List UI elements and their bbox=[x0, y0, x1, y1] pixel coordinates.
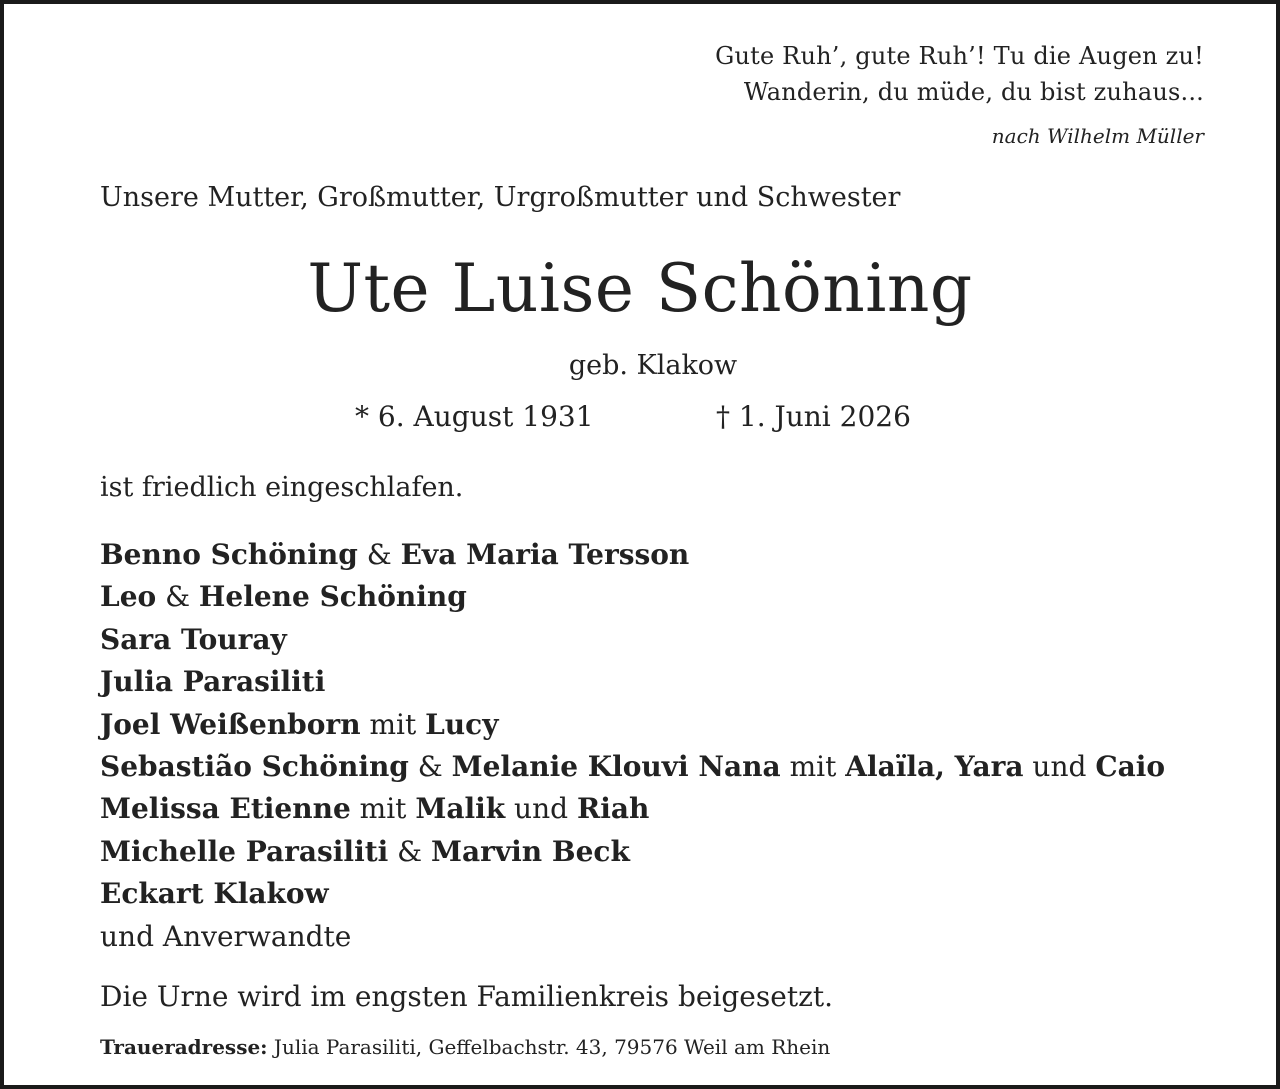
mourner-connector: und bbox=[505, 792, 577, 826]
mourner-name: Eva Maria Tersson bbox=[400, 538, 690, 571]
mourner-connector: & bbox=[388, 834, 432, 868]
mourner-line bbox=[100, 746, 1165, 788]
quote-source: nach Wilhelm Müller bbox=[991, 124, 1204, 148]
passed-text: ist friedlich eingeschlafen. bbox=[100, 472, 464, 503]
mourner-name: Melanie Klouvi Nana bbox=[451, 750, 781, 784]
mourner-connector: und bbox=[1023, 750, 1096, 784]
mourner-name: Sara Touray bbox=[100, 622, 287, 656]
closing-text: Die Urne wird im engsten Familienkreis beigesetzt. bbox=[100, 980, 833, 1013]
mourner-name: Alaïla, Yara bbox=[845, 750, 1024, 784]
mourner-name: Riah bbox=[576, 792, 650, 826]
mourner-line bbox=[100, 534, 1165, 576]
mourner-name: Leo bbox=[100, 580, 157, 614]
mourner-name: Michelle Parasiliti bbox=[100, 834, 389, 868]
mourner-connector: & bbox=[156, 580, 199, 614]
address-label: Traueradresse: bbox=[100, 1035, 268, 1059]
maiden-name: geb. Klakow bbox=[568, 350, 738, 381]
mourner-line bbox=[100, 873, 1165, 915]
mourner-line bbox=[100, 704, 1165, 746]
mourner-name: Joel Weißenborn bbox=[100, 707, 361, 741]
mourner-name: Malik bbox=[415, 792, 506, 826]
mourner-connector: mit bbox=[780, 750, 846, 784]
quote-line-1: Gute Ruh’, gute Ruh’! Tu die Augen zu! bbox=[715, 42, 1204, 70]
mourner-line bbox=[100, 661, 1165, 703]
mourner-connector: mit bbox=[360, 707, 426, 741]
mourner-name: Melissa Etienne bbox=[100, 792, 351, 826]
mourner-line bbox=[100, 619, 1165, 661]
deceased-name: Ute Luise Schöning bbox=[307, 250, 973, 327]
mourner-name: Marvin Beck bbox=[431, 834, 630, 868]
birth-date: * 6. August 1931 bbox=[355, 400, 594, 433]
mourner-name: Lucy bbox=[425, 707, 499, 741]
mourner-name: Julia Parasiliti bbox=[100, 665, 326, 699]
intro-text: Unsere Mutter, Großmutter, Urgroßmutter und Schwester bbox=[100, 182, 901, 213]
mourner-connector: mit bbox=[350, 792, 416, 826]
mourning-address bbox=[100, 1035, 830, 1059]
mourner-name: Helene Schöning bbox=[198, 580, 467, 614]
mourner-name: Benno Schöning bbox=[100, 538, 358, 571]
mourner-name: Caio bbox=[1095, 750, 1166, 784]
mourner-name: Sebastião Schöning bbox=[100, 750, 409, 784]
quote-line-2: Wanderin, du müde, du bist zuhaus... bbox=[743, 78, 1204, 106]
mourner-line bbox=[100, 831, 1165, 873]
mourner-connector: & bbox=[357, 538, 401, 571]
relatives-text: und Anverwandte bbox=[100, 919, 352, 953]
relatives-line bbox=[100, 916, 1165, 958]
death-date: † 1. Juni 2026 bbox=[716, 400, 911, 433]
mourners-list bbox=[100, 534, 1165, 958]
mourner-line bbox=[100, 788, 1165, 830]
address-text: Julia Parasiliti, Geffelbachstr. 43, 79576 Weil am Rhein bbox=[267, 1035, 831, 1059]
mourner-name: Eckart Klakow bbox=[100, 877, 329, 911]
mourner-line bbox=[100, 576, 1165, 618]
mourner-connector: & bbox=[408, 750, 452, 784]
